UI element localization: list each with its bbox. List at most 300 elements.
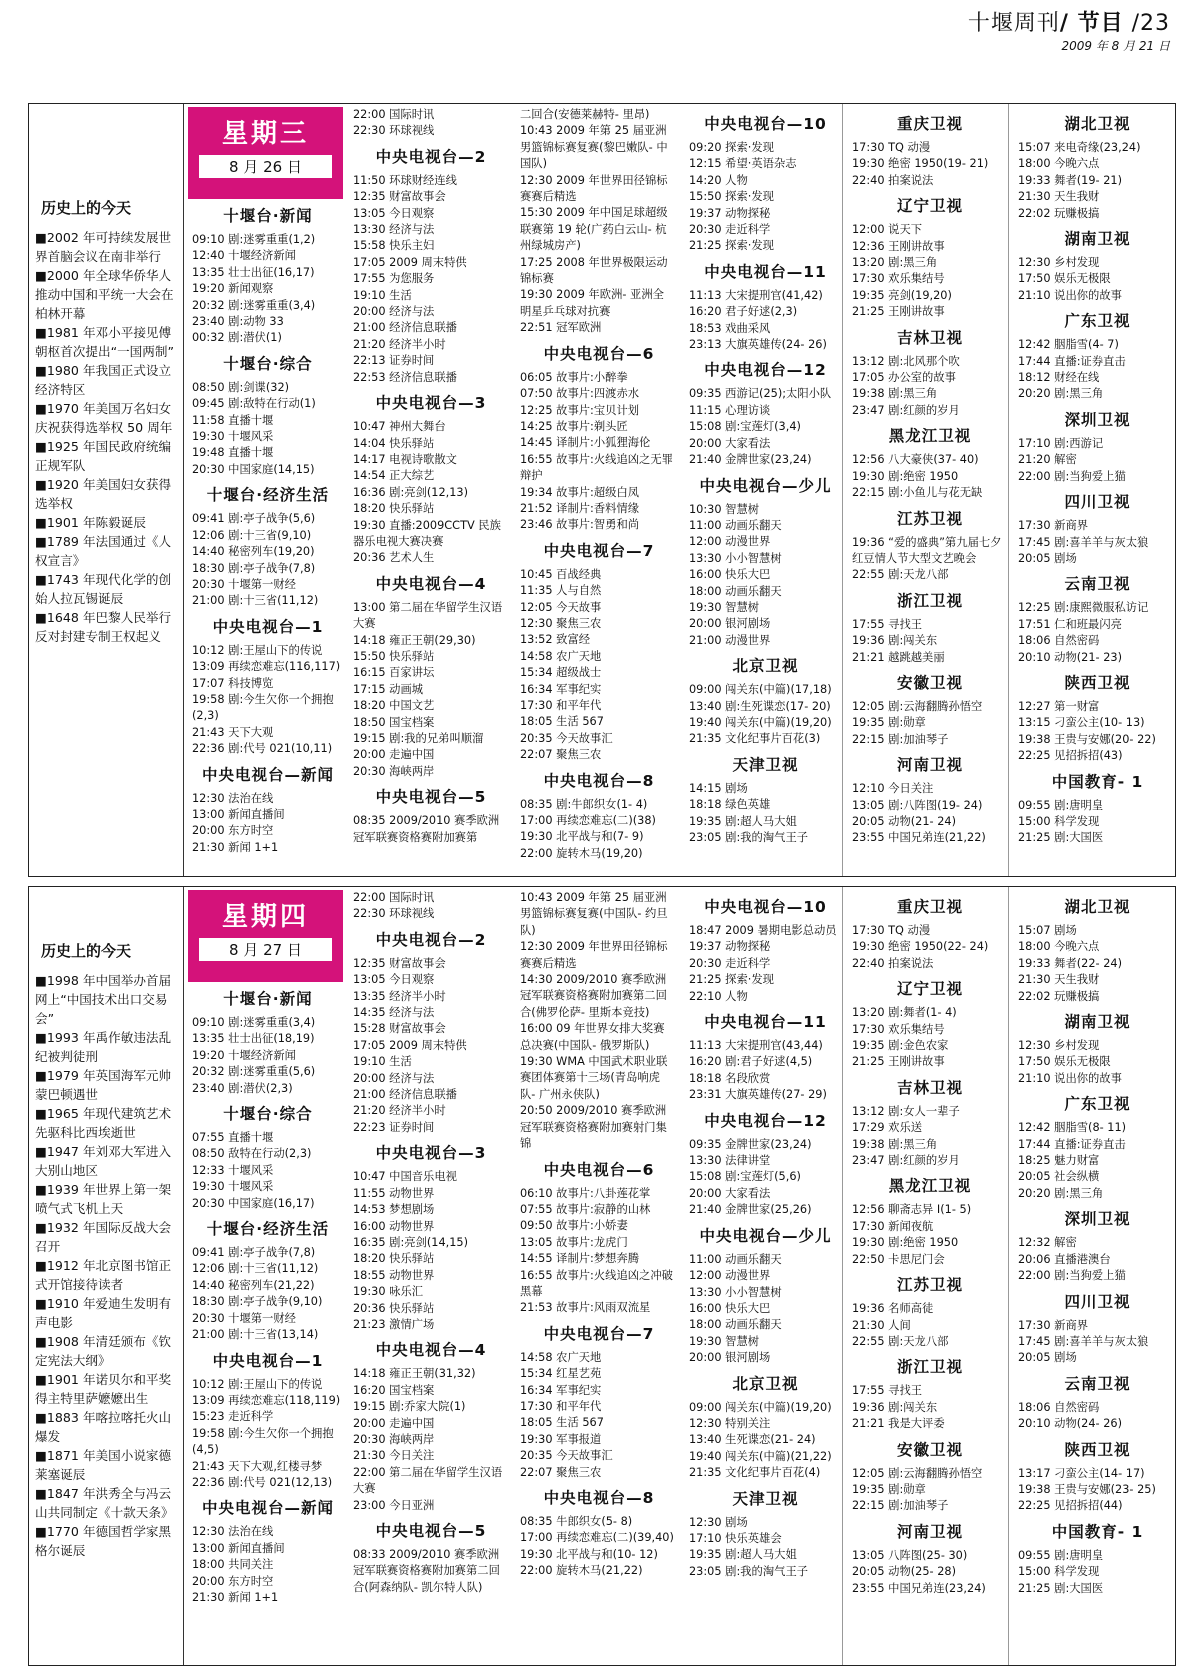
program-item: 10:43 2009 年第 25 届亚洲男篮锦标赛复赛(黎巴嫩队- 中国队) (520, 124, 668, 171)
program-item: 21:30 天生我财 (1018, 190, 1100, 204)
program-item: 07:55 直播十堰 (192, 1131, 274, 1145)
program-item: 20:00 大家看法 (689, 1186, 771, 1200)
channel-name: 北京卫视 (732, 1374, 799, 1393)
program-item: 19:10 生活 (353, 1055, 412, 1069)
program-item: 14:40 秘密列车(19,20) (192, 545, 315, 559)
program-item: 22:07 聚焦三农 (520, 1465, 602, 1479)
program-item: 21:30 今日关注 (353, 1449, 435, 1463)
channel-name: 云南卫视 (1064, 1374, 1131, 1393)
program-item: 20:06 直播港澳台 (1018, 1252, 1111, 1266)
channel-name: 中央电视台—7 (543, 1324, 655, 1343)
program-item: 09:41 剧:亭子战争(7,8) (192, 1246, 316, 1260)
program-item: 23:40 剧:潜伏(2,3) (192, 1081, 293, 1095)
history-item: ■2002 年可持续发展世界首脑会议在南非举行 (35, 230, 172, 264)
program-item: 21:00 动漫世界 (689, 633, 771, 647)
history-item: ■1970 年美国万名妇女庆祝获得选举权 50 周年 (35, 401, 173, 435)
program-item: 13:05 故事片:龙虎门 (520, 1235, 628, 1249)
program-item: 18:30 剧:亭子战争(9,10) (192, 1295, 323, 1309)
program-item: 13:20 剧:舞者(1- 4) (852, 1006, 957, 1020)
channel-name: 江苏卫视 (896, 1276, 963, 1295)
program-item: 17:30 新商界 (1018, 519, 1089, 533)
program-item: 19:30 剧:绝密 1950 (852, 1236, 959, 1250)
program-item: 15:50 快乐驿站 (353, 649, 435, 663)
program-item: 20:00 走遍中国 (353, 1416, 435, 1430)
program-item: 19:15 剧:乔家大院(1) (353, 1400, 466, 1414)
program-item: 12:15 希望·英语杂志 (689, 157, 797, 171)
program-item: 17:10 快乐英雄会 (689, 1531, 782, 1545)
program-item: 16:00 动物世界 (353, 1219, 435, 1233)
program-item: 23:05 剧:我的淘气王子 (689, 1564, 809, 1578)
program-item: 23:46 故事片:智勇和尚 (520, 518, 640, 532)
program-item: 12:30 乡村发现 (1018, 256, 1100, 270)
program-item: 21:00 剧:十三省(13,14) (192, 1328, 319, 1342)
program-item: 15:00 科学发现 (1018, 814, 1100, 828)
day-panel-thursday (28, 886, 1176, 1666)
program-item: 22:55 剧:天龙八部 (852, 568, 949, 582)
program-item: 20:05 社会纵横 (1018, 1170, 1100, 1184)
program-item: 14:53 梦想剧场 (353, 1203, 435, 1217)
program-item: 20:36 快乐驿站 (353, 1301, 435, 1315)
program-item: 23:47 剧:红颜的岁月 (852, 403, 960, 417)
program-item: 16:00 快乐大巴 (689, 568, 771, 582)
program-item: 23:40 剧:动物 33 (192, 315, 284, 329)
history-column (29, 104, 184, 876)
program-item: 12:35 财富故事会 (353, 956, 446, 970)
program-item: 21:25 王刚讲故事 (852, 305, 945, 319)
program-item: 12:40 十堰经济新闻 (192, 249, 296, 263)
program-item: 13:30 法律讲堂 (689, 1154, 771, 1168)
schedule-column (514, 887, 678, 1665)
program-item: 20:30 海峡两岸 (353, 764, 435, 778)
program-item: 13:00 新闻直播间 (192, 807, 285, 821)
program-item: 23:55 中国兄弟连(21,22) (852, 831, 986, 845)
program-item: 17:25 2008 年世界极限运动锦标赛 (520, 255, 668, 286)
channel-name: 深圳卫视 (1064, 410, 1131, 429)
channel-name: 河南卫视 (896, 756, 963, 775)
channel-name: 重庆卫视 (896, 898, 963, 916)
program-item: 22:25 见招拆招(44) (1018, 1499, 1123, 1513)
program-item: 14:55 译制片:梦想奔腾 (520, 1252, 640, 1266)
program-item: 23:05 剧:我的淘气王子 (689, 831, 809, 844)
channel-name: 云南卫视 (1064, 575, 1131, 594)
program-item: 21:52 译制片:香料情缘 (520, 501, 640, 515)
program-item: 22:00 旋转木马(19,20) (520, 846, 643, 860)
program-item: 13:09 再续恋难忘(116,117) (192, 660, 341, 674)
channel-name: 四川卫视 (1064, 493, 1131, 512)
schedule-column (1012, 887, 1176, 1665)
program-item: 09:41 剧:亭子战争(5,6) (192, 512, 316, 526)
program-item: 13:20 剧:黑三角 (852, 256, 938, 270)
program-item: 17:50 娱乐无极限 (1018, 272, 1111, 286)
program-item: 17:45 剧:喜羊羊与灰太狼 (1018, 1334, 1149, 1348)
schedule-column (683, 104, 843, 876)
history-item: ■1998 年中国举办首届网上“中国技术出口交易会” (35, 973, 172, 1026)
program-item: 21:30 新闻 1+1 (192, 840, 279, 854)
program-item: 08:35 2009/2010 赛季欧洲冠军联赛资格赛附加赛第 (353, 814, 500, 844)
program-item: 12:36 王刚讲故事 (852, 239, 945, 253)
program-item: 17:05 2009 周末特供 (353, 1038, 467, 1052)
program-item: 20:20 剧:黑三角 (1018, 387, 1104, 401)
channel-name: 中央电视台—4 (375, 574, 487, 593)
program-item: 19:35 亮剑(19,20) (852, 288, 952, 302)
channel-name: 陕西卫视 (1064, 673, 1131, 692)
program-item: 22:36 剧:代号 021(12,13) (192, 1475, 333, 1489)
program-item: 15:23 走近科学 (192, 1410, 274, 1424)
program-item: 21:21 我是大评委 (852, 1417, 945, 1431)
history-item: ■1901 年陈毅诞辰 (35, 515, 146, 530)
program-item: 14:18 雍正王朝(29,30) (353, 633, 476, 647)
program-item: 22:00 国际时讯 (353, 891, 435, 904)
program-item: 13:05 今日观察 (353, 206, 435, 220)
program-item: 22:00 国际时讯 (353, 108, 435, 121)
channel-name: 十堰台·综合 (223, 1105, 313, 1124)
program-item: 19:40 闯关东(中篇)(19,20) (689, 715, 832, 729)
program-item: 09:45 剧:敌特在行动(1) (192, 397, 316, 411)
day-panel-wednesday (28, 103, 1176, 877)
program-item: 11:00 动画乐翻天 (689, 1252, 782, 1266)
program-item: 15:08 剧:宝莲灯(5,6) (689, 1170, 801, 1184)
program-item: 10:47 神州大舞台 (353, 420, 446, 434)
program-item: 19:30 咏乐汇 (353, 1285, 424, 1299)
program-item: 21:23 激情广场 (353, 1317, 435, 1331)
program-item: 20:00 银河剧场 (689, 617, 771, 631)
program-item: 21:00 经济信息联播 (353, 1088, 457, 1102)
program-item: 19:38 王贵与安娜(20- 22) (1018, 732, 1156, 746)
program-item: 22:02 玩赚极搞 (1018, 206, 1100, 220)
program-item: 08:35 牛郎织女(5- 8) (520, 1515, 633, 1528)
channel-name: 中央电视台—10 (704, 898, 827, 916)
program-item: 18:25 魅力财富 (1018, 1154, 1100, 1168)
channel-name: 湖南卫视 (1064, 230, 1131, 249)
program-item: 18:00 今晚六点 (1018, 940, 1100, 954)
history-item: ■1847 年洪秀全与冯云山共同制定《十款天条》 (35, 1486, 174, 1520)
program-item: 16:20 君子好逑(2,3) (689, 305, 798, 319)
program-item: 08:50 敌特在行动(2,3) (192, 1147, 312, 1161)
program-item: 19:58 剧:今生欠你一个拥抱(2,3) (192, 692, 334, 723)
channel-name: 四川卫视 (1064, 1292, 1131, 1311)
program-item: 16:36 剧:亮剑(12,13) (353, 485, 468, 499)
program-item: 21:20 经济半小时 (353, 1104, 446, 1118)
program-item: 16:00 快乐大巴 (689, 1301, 771, 1315)
program-item: 23:00 今日亚洲 (353, 1498, 435, 1512)
channel-name: 中央电视台—12 (704, 361, 827, 380)
program-item: 09:00 闯关东(中篇)(17,18) (689, 683, 832, 697)
program-item: 18:12 财经在线 (1018, 371, 1100, 385)
history-item: ■1979 年英国海军元帅蒙巴顿遇世 (35, 1068, 172, 1102)
day-date-wrap (188, 150, 343, 178)
program-item: 12:30 特别关注 (689, 1416, 771, 1430)
history-item: ■1980 年我国正式设立经济特区 (35, 363, 172, 397)
channel-name: 湖北卫视 (1064, 115, 1131, 133)
program-item: 14:17 电视诗歌散文 (353, 452, 457, 466)
program-item: 14:35 经济与法 (353, 1006, 435, 1020)
program-item: 20:05 剧场 (1018, 551, 1077, 565)
channel-name: 中央电视台—7 (543, 541, 655, 560)
channel-name: 湖南卫视 (1064, 1013, 1131, 1032)
program-item: 22:51 冠军欧洲 (520, 321, 602, 335)
program-item: 17:30 新闻夜航 (852, 1219, 934, 1233)
history-item: ■1743 年现代化学的创始人拉瓦锡诞辰 (35, 572, 172, 606)
program-item: 17:30 新商界 (1018, 1318, 1089, 1332)
program-item: 15:34 红星艺苑 (520, 1367, 602, 1381)
channel-name: 天津卫视 (732, 755, 799, 774)
program-item: 12:30 聚焦三农 (520, 616, 602, 630)
program-item: 20:32 剧:迷雾重重(3,4) (192, 298, 316, 312)
schedule-column (846, 104, 1009, 876)
day-header (188, 107, 343, 199)
program-item: 15:07 来电奇缘(23,24) (1018, 141, 1141, 154)
channel-name: 浙江卫视 (896, 591, 963, 610)
program-item: 21:53 故事片:风雨双流星 (520, 1301, 651, 1315)
program-item: 12:05 剧:云海翻腾孙悟空 (852, 1466, 983, 1480)
program-item: 12:30 乡村发现 (1018, 1039, 1100, 1053)
channel-name: 中央电视台—5 (375, 1522, 487, 1540)
masthead (0, 0, 1200, 92)
history-item: ■1981 年邓小平接见傅朝枢首次提出“一国两制” (35, 325, 174, 359)
program-item: 19:30 绝密 1950(22- 24) (852, 940, 989, 954)
program-item: 18:00 共同关注 (192, 1558, 274, 1572)
channel-name: 中央电视台—少儿 (699, 476, 832, 495)
program-item: 16:35 剧:亮剑(14,15) (353, 1235, 468, 1249)
channel-name: 广东卫视 (1064, 312, 1131, 331)
program-item: 20:20 剧:黑三角 (1018, 1186, 1104, 1200)
program-item: 22:15 剧:加油琴子 (852, 732, 949, 746)
channel-name: 中央电视台—8 (543, 1489, 655, 1507)
masthead-title: 十堰周刊/ 节目 /23 (967, 11, 1170, 36)
program-item: 13:35 经济半小时 (353, 989, 446, 1003)
schedule-column (846, 887, 1009, 1665)
program-item: 12:00 动漫世界 (689, 535, 771, 549)
program-item: 22:15 剧:小鱼儿与花无缺 (852, 486, 983, 500)
program-item: 11:58 直播十堰 (192, 413, 274, 427)
program-item: 19:36 剧:闯关东 (852, 1400, 938, 1414)
program-item: 19:33 舞者(22- 24) (1018, 956, 1122, 970)
history-item: ■1789 年法国通过《人权宣言》 (35, 534, 172, 568)
program-item: 13:05 今日观察 (353, 973, 435, 987)
program-item: 22:36 剧:代号 021(10,11) (192, 742, 333, 756)
channel-name: 中央电视台—4 (375, 1341, 487, 1360)
channel-name: 十堰台·经济生活 (206, 1220, 330, 1239)
channel-name: 中央电视台—新闻 (201, 1499, 334, 1518)
program-item: 12:32 解密 (1018, 1236, 1077, 1250)
program-item: 18:20 中国文艺 (353, 699, 435, 713)
program-item: 16:55 故事片:火线追凶之无罪辩护 (520, 452, 673, 483)
program-item: 23:47 剧:红颜的岁月 (852, 1154, 960, 1168)
program-item: 12:30 法治在线 (192, 791, 274, 805)
schedule-column (186, 104, 344, 876)
program-item: 23:13 大旗英雄传(24- 26) (689, 338, 827, 352)
program-item: 22:40 拍案说法 (852, 956, 934, 970)
channel-name: 中国教育- 1 (1051, 1522, 1144, 1541)
channel-name: 湖北卫视 (1064, 898, 1131, 916)
channel-name: 重庆卫视 (896, 115, 963, 133)
program-item: 14:04 快乐驿站 (353, 436, 435, 450)
program-item: 18:00 今晚六点 (1018, 157, 1100, 171)
program-item: 19:30 军事报道 (520, 1432, 602, 1446)
program-item: 19:37 动物探秘 (689, 206, 771, 220)
program-item: 20:35 今天故事汇 (520, 731, 613, 745)
program-item: 20:00 东方时空 (192, 824, 274, 838)
program-item: 19:38 剧:黑三角 (852, 387, 938, 401)
program-item: 20:30 走近科学 (689, 223, 771, 237)
program-item: 11:50 环球财经连线 (353, 173, 457, 187)
program-item: 二回合(安德莱赫特- 里昂) (520, 108, 650, 121)
program-item: 18:06 自然密码 (1018, 634, 1100, 648)
program-item: 17:30 欢乐集结号 (852, 272, 945, 286)
program-item: 13:30 小小智慧树 (689, 551, 782, 565)
schedule-column (683, 887, 843, 1665)
program-item: 12:35 财富故事会 (353, 190, 446, 204)
program-item: 17:55 寻找王 (852, 617, 923, 631)
program-item: 19:35 剧:超人马大姐 (689, 814, 797, 828)
history-item: ■1770 年德国哲学家黑格尔诞辰 (35, 1524, 172, 1558)
program-item: 17:51 仁和班最闪亮 (1018, 617, 1122, 631)
program-item: 08:35 剧:牛郎织女(1- 4) (520, 797, 648, 811)
channel-name: 深圳卫视 (1064, 1210, 1131, 1229)
program-item: 21:25 剧:大国医 (1018, 831, 1104, 845)
schedule-column (347, 104, 509, 876)
program-item: 09:35 西游记(25);太阳小队 (689, 387, 832, 401)
program-item: 12:42 胭脂雪(8- 11) (1018, 1121, 1127, 1135)
program-item: 19:30 智慧树 (689, 600, 760, 614)
program-item: 19:20 新闻观察 (192, 282, 274, 296)
program-item: 12:25 故事片:宝贝计划 (520, 403, 640, 417)
program-item: 11:13 大宋提刑官(43,44) (689, 1039, 823, 1053)
program-item: 17:05 办公室的故事 (852, 371, 956, 385)
program-item: 15:50 探索·发现 (689, 190, 774, 204)
program-item: 18:05 生活 567 (520, 1416, 604, 1430)
program-item: 21:25 探索·发现 (689, 973, 774, 987)
program-item: 22:23 证券时间 (353, 1120, 435, 1134)
program-item: 07:50 故事片:四渡赤水 (520, 387, 640, 401)
program-item: 20:00 大家看法 (689, 436, 771, 450)
day-date-wrap (188, 933, 343, 961)
program-item: 20:10 动物(21- 23) (1018, 650, 1122, 664)
channel-name: 中央电视台—5 (375, 788, 487, 807)
program-item: 21:20 解密 (1018, 453, 1077, 467)
program-item: 17:30 和平年代 (520, 699, 602, 712)
program-item: 18:05 生活 567 (520, 715, 604, 729)
program-item: 12:30 法治在线 (192, 1525, 274, 1539)
history-item: ■1939 年世界上第一架喷气式飞机上天 (35, 1182, 172, 1216)
program-item: 18:00 动画乐翻天 (689, 1318, 782, 1332)
program-item: 22:02 玩赚极搞 (1018, 989, 1100, 1003)
program-item: 19:34 故事片:超级白凤 (520, 485, 640, 499)
program-item: 21:40 金牌世家(23,24) (689, 453, 812, 467)
program-item: 20:05 剧场 (1018, 1351, 1077, 1365)
program-item: 09:10 剧:迷雾重重(3,4) (192, 1016, 316, 1029)
program-item: 22:15 剧:加油琴子 (852, 1499, 949, 1513)
program-item: 18:06 自然密码 (1018, 1400, 1100, 1414)
program-item: 14:40 秘密列车(21,22) (192, 1278, 315, 1292)
history-item: ■1947 年刘邓大军进入大别山地区 (35, 1144, 172, 1178)
program-item: 16:34 军事纪实 (520, 1383, 602, 1397)
program-item: 17:00 再续恋难忘(二)(39,40) (520, 1531, 674, 1545)
program-item: 13:40 剧:生死谍恋(17- 20) (689, 699, 831, 713)
program-item: 09:00 闯关东(中篇)(19,20) (689, 1400, 832, 1414)
channel-name: 广东卫视 (1064, 1095, 1131, 1114)
program-item: 16:00 09 年世界女排大奖赛总决赛(中国队- 俄罗斯队) (520, 1022, 665, 1052)
program-item: 15:00 科学发现 (1018, 1565, 1100, 1579)
program-item: 12:56 聊斋志异 I(1- 5) (852, 1203, 972, 1217)
program-item: 19:15 剧:我的兄弟叫顺溜 (353, 732, 484, 745)
program-item: 15:08 剧:宝莲灯(3,4) (689, 420, 801, 434)
channel-name: 十堰台·新闻 (223, 207, 313, 225)
program-item: 11:15 心理访谈 (689, 403, 771, 417)
program-item: 23:55 中国兄弟连(23,24) (852, 1581, 986, 1595)
program-item: 17:15 动画城 (353, 682, 424, 696)
channel-name: 十堰台·新闻 (223, 990, 313, 1008)
program-item: 17:29 欢乐送 (852, 1121, 923, 1135)
program-item: 00:32 剧:潜伏(1) (192, 331, 282, 345)
program-item: 17:30 TQ 动漫 (852, 141, 931, 154)
program-item: 06:10 故事片:八卦莲花掌 (520, 1186, 651, 1200)
program-item: 17:30 和平年代 (520, 1399, 602, 1413)
program-item: 09:20 探索·发现 (689, 141, 774, 154)
history-item: ■1965 年现代建筑艺术先驱科比西埃逝世 (35, 1106, 172, 1140)
program-item: 17:10 剧:西游记 (1018, 436, 1104, 450)
program-item: 22:00 剧:当狗爱上猫 (1018, 469, 1126, 483)
program-item: 22:25 见招拆招(43) (1018, 749, 1123, 763)
program-item: 14:58 农广天地 (520, 649, 602, 663)
program-item: 16:34 军事纪实 (520, 682, 602, 696)
program-item: 18:47 2009 暑期电影总动员 (689, 924, 837, 937)
program-item: 14:15 剧场 (689, 781, 748, 795)
program-item: 08:33 2009/2010 赛季欧洲冠军联赛资格赛附加赛第二回合(阿森纳队- 凯尔特人队) (353, 1548, 500, 1594)
program-item: 20:00 东方时空 (192, 1574, 274, 1588)
program-item: 17:30 欢乐集结号 (852, 1022, 945, 1036)
program-item: 22:13 证券时间 (353, 354, 435, 368)
program-item: 12:27 第一财富 (1018, 699, 1100, 713)
program-item: 18:20 快乐驿站 (353, 502, 435, 516)
channel-name: 辽宁卫视 (896, 980, 963, 999)
program-item: 21:43 天下大观,红楼寻梦 (192, 1459, 323, 1473)
program-item: 17:50 娱乐无极限 (1018, 1055, 1111, 1069)
program-item: 12:30 剧场 (689, 1515, 748, 1529)
channel-name: 中国教育- 1 (1051, 772, 1144, 791)
program-item: 11:55 动物世界 (353, 1186, 435, 1200)
schedule-column (347, 887, 509, 1665)
program-item: 22:30 环球视线 (353, 907, 435, 921)
program-item: 19:48 直播十堰 (192, 446, 274, 460)
program-item: 19:35 剧:勋章 (852, 1482, 926, 1496)
program-item: 12:05 剧:云海翻腾孙悟空 (852, 699, 983, 713)
program-item: 18:00 动画乐翻天 (689, 584, 782, 598)
program-item: 08:50 剧:剑谍(32) (192, 380, 290, 394)
program-item: 18:53 戏曲采风 (689, 321, 771, 335)
program-item: 19:38 王贵与安娜(23- 25) (1018, 1482, 1156, 1496)
program-item: 19:35 剧:勋章 (852, 716, 926, 730)
program-item: 21:00 剧:十三省(11,12) (192, 594, 319, 608)
program-item: 22:53 经济信息联播 (353, 370, 457, 384)
program-item: 10:43 2009 年第 25 届亚洲男篮锦标赛复赛(中国队- 约旦队) (520, 891, 668, 937)
program-item: 20:30 海峡两岸 (353, 1432, 435, 1446)
program-item: 21:25 王刚讲故事 (852, 1055, 945, 1069)
program-item: 21:30 人间 (852, 1318, 911, 1332)
program-item: 15:58 快乐主妇 (353, 239, 435, 253)
program-item: 17:55 寻找王 (852, 1384, 923, 1398)
program-item: 06:05 故事片:小醉拳 (520, 370, 628, 384)
program-item: 20:30 中国家庭(16,17) (192, 1196, 315, 1210)
program-item: 21:35 文化纪事片百花(3) (689, 732, 821, 746)
channel-name: 江苏卫视 (896, 509, 963, 528)
program-item: 17:55 为您服务 (353, 272, 435, 286)
program-item: 21:25 探索·发现 (689, 239, 774, 253)
program-item: 17:05 2009 周末特供 (353, 255, 467, 269)
program-item: 12:25 剧:康熙微服私访记 (1018, 601, 1149, 615)
channel-name: 中央电视台—12 (704, 1111, 827, 1130)
program-item: 19:30 剧:绝密 1950 (852, 469, 959, 483)
